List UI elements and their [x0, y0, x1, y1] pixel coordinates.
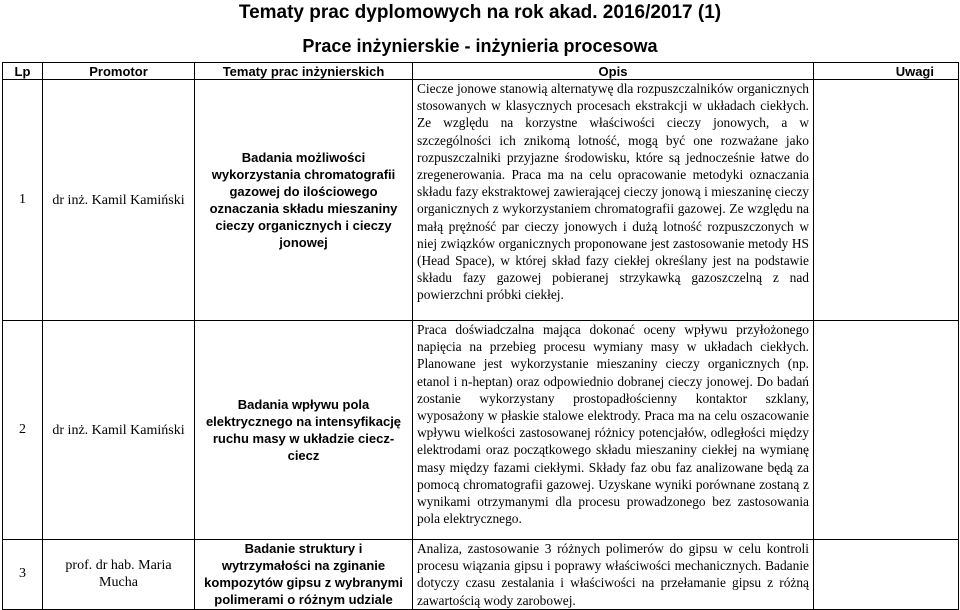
column-header-topic: Tematy prac inżynierskich — [195, 63, 413, 80]
thesis-topic: Badania wpływu pola elektrycznego na intensyfikację ruchu masy w układzie ciecz-ciecz — [195, 321, 413, 540]
supervisor: dr inż. Kamil Kamiński — [43, 321, 195, 540]
thesis-topic: Badanie struktury i wytrzymałości na zginanie kompozytów gipsu z wybranymi polimerami o różnym udziale — [195, 540, 413, 610]
thesis-notes — [814, 540, 959, 610]
column-header-lp: Lp — [3, 63, 43, 80]
row-number: 1 — [3, 80, 43, 321]
supervisor: prof. dr hab. Maria Mucha — [43, 540, 195, 610]
page-subtitle: Prace inżynierskie - inżynieria procesowa — [302, 36, 658, 56]
column-header-promotor: Promotor — [43, 63, 195, 80]
thesis-description: Ciecze jonowe stanowią alternatywę dla rozpuszczalników organicznych stosowanych w klasycznych procesach ekstrakcji w układach ciekłych. Ze względu na korzystne właściwości cieczy jonowych, a w szczególności ich znikomą lotność, mogą być one rozważane jako rozpuszczalniki przyjazne środowisku, które są jednocześnie łatwe do zregenerowania. Praca ma na celu opracowanie metodyki oznaczania składu fazy ekstraktowej zawierającej cieczy jonową i mieszaninę cieczy organicznych z wykorzystaniem chromatografii gazowej. Ze względu na małą prężność par cieczy jonowych i dużą lotność rozpuszczonych w niej związków organicznych proponowane jest zastosowanie metody HS (Head Space), w której skład fazy ciekłej określany jest na podstawie składu fazy gazowej pobieranej strzykawką gazoszczelną z nad powierzchni próbki ciekłej. — [413, 80, 814, 321]
table-header-row — [3, 63, 959, 80]
thesis-notes — [814, 321, 959, 540]
supervisor: dr inż. Kamil Kamiński — [43, 80, 195, 321]
row-number: 3 — [3, 540, 43, 610]
table-row — [3, 321, 959, 540]
column-header-notes: Uwagi — [814, 63, 959, 80]
thesis-description: Analiza, zastosowanie 3 różnych polimerów do gipsu w celu kontroli procesu wiązania gipsu i poprawy właściwości mechanicznych. Badanie dotyczy czasu zestalania i właściwości na przełamanie gipsu z różną zawartością wody zarobowej. — [413, 540, 814, 610]
table-row — [3, 80, 959, 321]
thesis-notes — [814, 80, 959, 321]
column-header-description: Opis — [413, 63, 814, 80]
table-row — [3, 540, 959, 610]
page-title: Tematy prac dyplomowych na rok akad. 2016/2017 (1) — [238, 2, 722, 23]
thesis-topic: Badania możliwości wykorzystania chromatografii gazowej do ilościowego oznaczania składu mieszaniny cieczy organicznych i cieczy jonowej — [195, 80, 413, 321]
theses-table — [2, 62, 959, 610]
thesis-description: Praca doświadczalna mająca dokonać oceny wpływu przyłożonego napięcia na przebieg procesu wymiany masy w układach ciekłych. Planowane jest wykorzystanie mieszaniny cieczy organicznych (np. etanol i n-heptan) oraz odpowiednio dobranej cieczy jonowej. Do badań zostanie wykorzystany prostopadłościenny kontaktor szklany, wyposażony w płaskie stalowe elektrody. Praca ma na celu oszacowanie wpływu wielkości zastosowanej różnicy potencjałów, odległości między elektrodami oraz początkowego składu mieszaniny ciekłej na wymianę masy między fazami ciekłymi. Składy faz obu faz analizowane będą za pomocą chromatografii gazowej. Uzyskane wyniki porównane zostaną z wynikami otrzymanymi dla procesu prowadzonego bez zastosowania pola elektrycznego. — [413, 321, 814, 540]
row-number: 2 — [3, 321, 43, 540]
